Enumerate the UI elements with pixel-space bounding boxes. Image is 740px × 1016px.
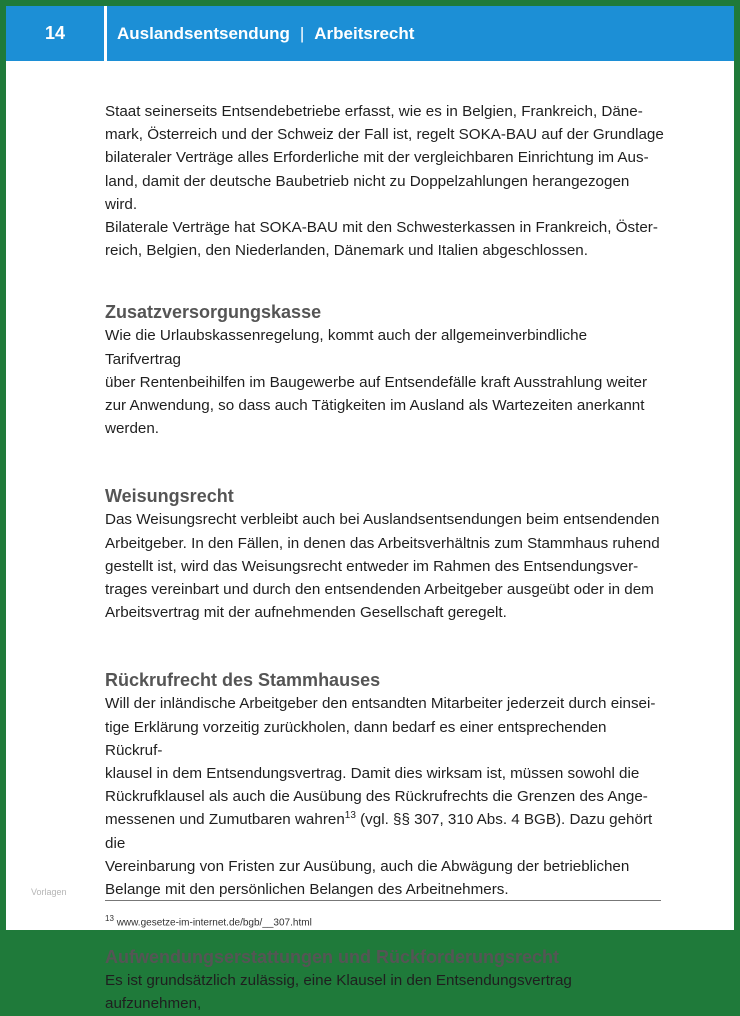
intro-paragraph xyxy=(105,100,665,262)
footnote-number: 13 xyxy=(105,914,114,923)
text-fragment: (vgl. §§ 307, 310 Abs. 4 BGB). Dazu gehört die xyxy=(105,811,653,852)
text-line: reich, Belgien, den Niederlanden, Dänemark und Italien abgeschlossen. xyxy=(105,242,588,260)
header-title: Auslandsentsendung xyxy=(117,23,290,43)
text-line: klausel in dem Entsendungsvertrag. Damit dies wirksam ist, müssen sowohl die xyxy=(105,765,640,783)
page-number: 14 xyxy=(6,6,104,61)
text-line: tige Erklärung vorzeitig zurückholen, dann bedarf es einer entsprechenden Rückruf- xyxy=(105,718,607,759)
text-fragment: messenen und Zumutbaren wahren xyxy=(105,811,345,829)
footnote xyxy=(105,914,312,928)
text-line: Wie die Urlaubskassenregelung, kommt auch der allgemeinverbindliche Tarifvertrag xyxy=(105,327,588,368)
watermark: Vorlagen xyxy=(31,887,67,897)
footnote-divider xyxy=(105,900,661,901)
header-title-bar xyxy=(107,6,734,61)
section-heading: Weisungsrecht xyxy=(105,486,234,507)
text-line: Arbeitgeber. In den Fällen, in denen das Arbeitsverhältnis zum Stammhaus ruhend xyxy=(105,534,660,552)
section-heading: Aufwendungserstattungen und Rückforderungsrecht xyxy=(105,947,560,968)
text-line: zur Anwendung, so dass auch Tätigkeiten im Ausland als Wartezeiten anerkannt xyxy=(105,397,645,415)
text-line-with-footnote xyxy=(105,808,665,854)
text-line: Belange mit den persönlichen Belangen des Arbeitnehmers. xyxy=(105,881,509,899)
header-subtitle: Arbeitsrecht xyxy=(314,23,415,43)
text-line: Vereinbarung von Fristen zur Ausübung, auch die Abwägung der betrieblichen xyxy=(105,857,630,875)
text-line: land, damit der deutsche Baubetrieb nicht zu Doppelzahlungen herangezogen wird. xyxy=(105,172,630,213)
text-line: Das Weisungsrecht verbleibt auch bei Auslandsentsendungen beim entsendenden xyxy=(105,511,660,529)
text-line: Staat seinerseits Entsendebetriebe erfasst, wie es in Belgien, Frankreich, Däne- xyxy=(105,103,643,120)
section-weisungsrecht xyxy=(105,484,665,624)
text-line: über Rentenbeihilfen im Baugewerbe auf Entsendefälle kraft Ausstrahlung weiter xyxy=(105,373,648,391)
section-zusatzversorgungskasse xyxy=(105,300,665,440)
text-line: bilateraler Verträge alles Erforderliche mit der vergleichbaren Einrichtung im Aus- xyxy=(105,149,649,167)
header-separator: | xyxy=(299,23,305,43)
footnote-reference[interactable]: 13 xyxy=(344,810,356,822)
text-line: Rückrufklausel als auch die Ausübung des Rückrufrechts die Grenzen des Ange- xyxy=(105,788,648,806)
document-page xyxy=(6,6,734,1013)
footnote-link[interactable]: www.gesetze-im-internet.de/bgb/__307.html xyxy=(116,917,312,929)
text-line: mark, Österreich und der Schweiz der Fall ist, regelt SOKA-BAU auf der Grundlage xyxy=(105,126,664,144)
section-rueckrufrecht xyxy=(105,668,665,901)
body-text xyxy=(105,100,665,1016)
text-line: gestellt ist, wird das Weisungsrecht entweder im Rahmen des Entsendungsver- xyxy=(105,557,639,575)
section-heading: Rückrufrecht des Stammhauses xyxy=(105,670,381,691)
section-aufwendungserstattungen xyxy=(105,945,665,1015)
text-line: Bilaterale Verträge hat SOKA-BAU mit den Schwesterkassen in Frankreich, Öster- xyxy=(105,219,658,237)
section-heading: Zusatzversorgungskasse xyxy=(105,302,322,323)
page-header xyxy=(6,6,734,61)
text-line: Es ist grundsätzlich zulässig, eine Klausel in den Entsendungsvertrag aufzunehmen, xyxy=(105,972,572,1013)
text-line: Arbeitsvertrag mit der aufnehmenden Gesellschaft geregelt. xyxy=(105,604,507,622)
text-line: trages vereinbart und durch den entsendenden Arbeitgeber ausgeübt oder in dem xyxy=(105,581,654,599)
text-line: Will der inländische Arbeitgeber den entsandten Mitarbeiter jederzeit durch einsei- xyxy=(105,695,656,713)
text-line: werden. xyxy=(105,420,160,438)
